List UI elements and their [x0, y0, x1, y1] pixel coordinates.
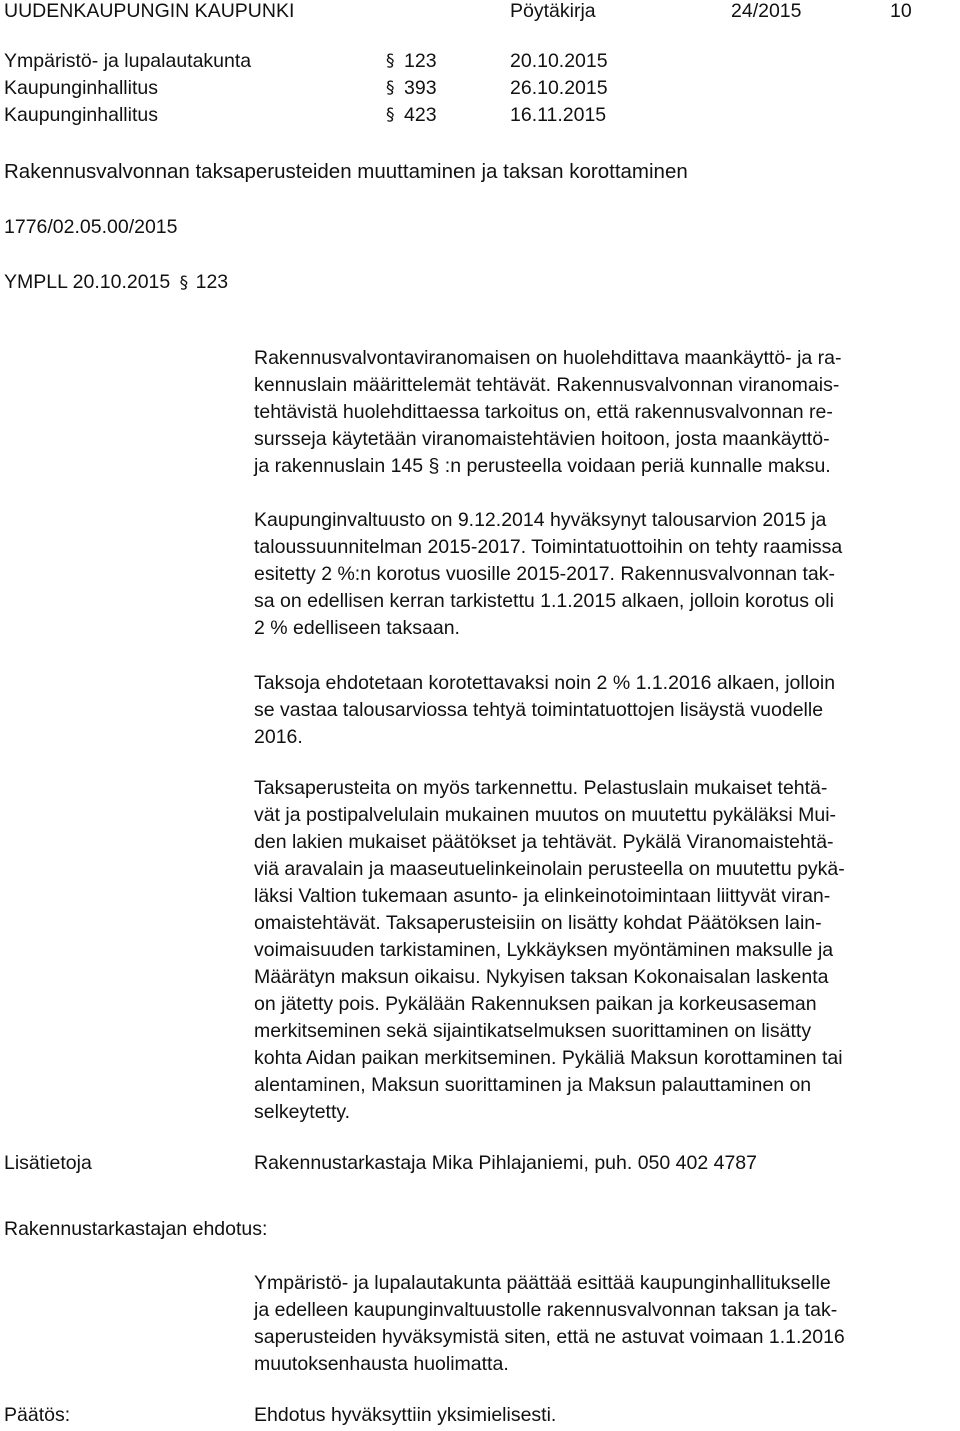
paragraph-line: on jätetty pois. Pykälään Rakennuksen paikan ja korkeusaseman	[254, 993, 817, 1015]
reference-prefix: YMPLL 20.10.2015	[4, 271, 171, 293]
paragraph-line: sursseja käytetään viranomaistehtävien hoitoon, josta maankäyttö-	[254, 428, 830, 450]
paragraph	[254, 507, 958, 642]
meeting-date: 16.11.2015	[510, 104, 607, 126]
paragraph-line: omaistehtävät. Taksaperusteisiin on lisätty kohdat Päätöksen lain-	[254, 912, 822, 934]
paragraph-line: sa on edellisen kerran tarkistettu 1.1.2015 alkaen, jolloin korotus oli	[254, 590, 834, 612]
paragraph-line: Taksoja ehdotetaan korotettavaksi noin 2 % 1.1.2016 alkaen, jolloin	[254, 672, 836, 694]
paragraph-line: Kaupunginvaltuusto on 9.12.2014 hyväksynyt talousarvion 2015 ja	[254, 509, 827, 531]
proposal-label: Rakennustarkastajan ehdotus:	[4, 1218, 268, 1240]
document-number: 24/2015	[731, 0, 802, 22]
meeting-date: 26.10.2015	[510, 77, 608, 99]
paragraph-line: selkeytetty.	[254, 1101, 351, 1123]
paragraph-line: Taksaperusteita on myös tarkennettu. Pelastuslain mukaiset tehtä-	[254, 777, 828, 799]
proposal-line: muutoksenhausta huolimatta.	[254, 1353, 509, 1375]
page-number: 10	[890, 0, 912, 22]
meeting-body: Kaupunginhallitus	[4, 77, 158, 99]
page-title: Rakennusvalvonnan taksaperusteiden muuttaminen ja taksan korottaminen	[4, 160, 688, 183]
proposal-line: saperusteiden hyväksymistä siten, että ne astuvat voimaan 1.1.2016	[254, 1326, 845, 1348]
section-symbol: §	[386, 105, 395, 125]
paragraph-line: alentaminen, Maksun suorittaminen ja Maksun palauttaminen on	[254, 1074, 812, 1096]
paragraph	[254, 775, 958, 1126]
paragraph-line: kohta Aidan paikan merkitseminen. Pykäliä Maksun korottaminen tai	[254, 1047, 843, 1069]
info-value: Rakennustarkastaja Mika Pihlajaniemi, puh. 050 402 4787	[254, 1152, 757, 1174]
paragraph-line: viä aravalain ja maaseutuelinkeinolain perusteella on muutettu pykä-	[254, 858, 845, 880]
paragraph-line: voimaisuuden tarkistaminen, Lykkäyksen myöntäminen maksulle ja	[254, 939, 834, 961]
section-symbol: §	[386, 51, 395, 71]
paragraph-line: den lakien mukaiset päätökset ja tehtävät. Pykälä Viranomaistehtä-	[254, 831, 834, 853]
meeting-section: 123	[404, 50, 437, 72]
section-symbol: §	[386, 78, 395, 98]
proposal-line: ja edelleen kaupunginvaltuustolle rakennusvalvonnan taksan ja tak-	[254, 1299, 838, 1321]
info-label: Lisätietoja	[4, 1152, 92, 1174]
municipality-name: UUDENKAUPUNGIN KAUPUNKI	[4, 0, 295, 22]
proposal-text	[254, 1270, 958, 1378]
section-symbol: §	[179, 273, 189, 293]
paragraph-line: esitetty 2 %:n korotus vuosille 2015-2017. Rakennusvalvonnan tak-	[254, 563, 836, 585]
paragraph-line: läksi Valtion tukemaan asunto- ja elinkeinotoimintaan liittyvät viran-	[254, 885, 831, 907]
paragraph-line: 2 % edelliseen taksaan.	[254, 617, 460, 639]
decision-label: Päätös:	[4, 1404, 71, 1426]
paragraph-line: Määrätyn maksun oikaisu. Nykyisen taksan Kokonaisalan laskenta	[254, 966, 829, 988]
paragraph	[254, 670, 958, 751]
proposal-line: Ympäristö- ja lupalautakunta päättää esittää kaupunginhallitukselle	[254, 1272, 831, 1294]
decision-value: Ehdotus hyväksyttiin yksimielisesti.	[254, 1404, 557, 1426]
paragraph-line: ja rakennuslain 145 § :n perusteella voidaan periä kunnalle maksu.	[254, 455, 831, 477]
reference-section: 123	[195, 271, 229, 293]
paragraph-line: merkitseminen sekä sijaintikatselmuksen suorittaminen on lisätty	[254, 1020, 812, 1042]
meeting-section: 393	[404, 77, 437, 99]
paragraph-line: tehtävistä huolehdittaessa tarkoitus on, että rakennusvalvonnan re-	[254, 401, 833, 423]
paragraph-line: kennuslain määrittelemät tehtävät. Rakennusvalvonnan viranomais-	[254, 374, 840, 396]
paragraph-line: 2016.	[254, 726, 303, 748]
meeting-body: Ympäristö- ja lupalautakunta	[4, 50, 252, 72]
reference-line	[4, 271, 228, 294]
meeting-body: Kaupunginhallitus	[4, 104, 158, 126]
meeting-section: 423	[404, 104, 437, 126]
meeting-date: 20.10.2015	[510, 50, 608, 72]
paragraph-line: Rakennusvalvontaviranomaisen on huolehdittava maankäyttö- ja ra-	[254, 347, 842, 369]
paragraph-line: se vastaa talousarviossa tehtyä toimintatuottojen lisäystä vuodelle	[254, 699, 824, 721]
paragraph	[254, 345, 958, 480]
paragraph-line: vät ja postipalvelulain mukainen muutos on muutettu pykäläksi Mui-	[254, 804, 837, 826]
record-number: 1776/02.05.00/2015	[4, 216, 178, 238]
paragraph-line: taloussuunnitelman 2015-2017. Toimintatuottoihin on tehty raamissa	[254, 536, 843, 558]
document-type: Pöytäkirja	[510, 0, 596, 22]
